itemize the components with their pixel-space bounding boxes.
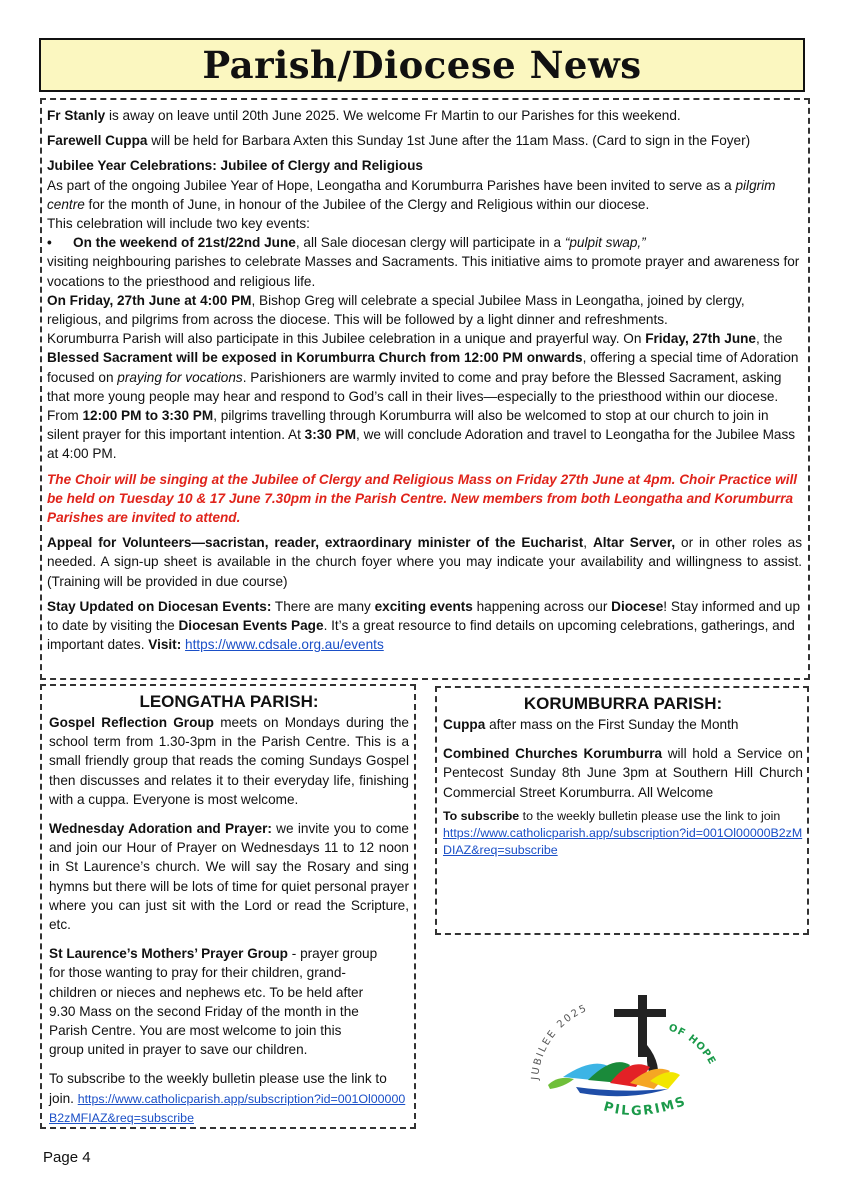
bullet-pulpit-swap: • On the weekend of 21st/22nd June, all Sale diocesan clergy will participate in a “pulpit swap,” [47,235,646,251]
choir-notice: The Choir will be singing at the Jubilee of Clergy and Religious Mass on Friday 27th June at 4pm. Choir Practice will be held on Tuesday 10 & 17 June 7.30pm in the Parish Centre. New members from both Leongatha and Korumburra Parishes are invited to attend. [47,471,798,526]
logo-side-text: OF HOPE [666,1022,718,1067]
leongatha-subscribe: To subscribe to the weekly bulletin please use the link to join. https://www.catholicparish.app/subscription?id=001Ol00000B2zMFIAZ&req=subscribe [49,1071,406,1125]
logo-pilgrims-icon [548,1062,680,1096]
leongatha-subscribe-link[interactable]: https://www.catholicparish.app/subscription?id=001Ol00000B2zMFIAZ&req=subscribe [49,1091,406,1125]
leongatha-parish-box [40,684,416,1129]
jubilee-logo [518,985,734,1127]
logo-top-text: JUBILEE 2025 [529,1002,590,1081]
cuppa-notice: Cuppa after mass on the First Sunday the Month [443,717,739,732]
diocesan-events-notice: Stay Updated on Diocesan Events: There are many exciting events happening across our Diocese! Stay informed and up to date by visiting the Diocesan Events Page. It’s a great resource to find details on upcoming celebrations, gatherings, and important dates. Visit: https://www.cdsale.org.au/events [47,598,801,653]
farewell-cuppa-notice: Farewell Cuppa will be held for Barbara Axten this Sunday 1st June after the 11am Mass. (Card to sign in the Foyer) [47,133,751,149]
korumburra-subscribe-link[interactable]: https://www.catholicparish.app/subscription?id=001Ol00000B2zMDIAZ&req=subscribe [443,826,803,858]
volunteers-appeal: Appeal for Volunteers—sacristan, reader, extraordinary minister of the Eucharist, Altar Server, or in other roles as needed. A sign-up sheet is available in the church foyer where you may indicate your availability and willingness to assist. (Training will be provided in due course) [47,535,802,589]
bullet-continuation: visiting neighbouring parishes to celebrate Masses and Sacraments. This initiative aims to promote prayer and awareness for vocations to the priesthood and religious life. [47,254,800,289]
korumburra-parish-box [435,686,809,935]
gospel-reflection-notice: Gospel Reflection Group meets on Mondays during the school term from 1.30-3pm in the Parish Centre. This is a small friendly group that reads the coming Sundays Gospel then discusses and relates it to their everyday life, finishing with a cuppa. Everyone is most welcome. [49,715,409,807]
pilgrims-notice: From 12:00 PM to 3:30 PM, pilgrims travelling through Korumburra will also be welcomed to stop at our church to join in silent prayer for this important intention. At 3:30 PM, we will conclude Adoration and travel to Leongatha for the Jubilee Mass at 4:00 PM. [47,408,796,462]
diocese-news-box [40,98,810,680]
korumburra-adoration-notice: Korumburra Parish will also participate in this Jubilee celebration in a unique and prayerful way. On Friday, 27th June, the Blessed Sacrament will be exposed in Korumburra Church from 12:00 PM onwards, offering a special time of Adoration focused on praying for vocations. Parishioners are warmly invited to come and pray before the Blessed Sacrament, asking that more young people may hear and respond to God’s call in their lives—especially to the priesthood within our diocese. [47,331,799,404]
leongatha-title: LEONGATHA PARISH: [139,692,319,711]
jubilee-two-events: This celebration will include two key events: [47,216,310,232]
mothers-prayer-notice: St Laurence’s Mothers’ Prayer Group - prayer group for those wanting to pray for their children, grand-children or nieces and nephews etc. To be held after 9.30 Mass on the second Friday of the month in the Parish Centre. You are most welcome to join this group united in prayer to save our children. [49,946,378,1058]
korumburra-subscribe: To subscribe to the weekly bulletin please use the link to join https://www.catholicparish.app/subscription?id=001Ol00000B2zMDIAZ&req=subscribe [443,808,803,858]
korumburra-title: KORUMBURRA PARISH: [523,694,723,713]
page-title: Parish/Diocese News [202,43,642,87]
jubilee-intro: As part of the ongoing Jubilee Year of Hope, Leongatha and Korumburra Parishes have been invited to serve as a pilgrim centre for the month of June, in honour of the Jubilee of the Clergy and Religious within our diocese. [47,177,776,212]
logo-bottom-text: PILGRIMS [601,1093,689,1120]
combined-churches-notice: Combined Churches Korumburra will hold a Service on Pentecost Sunday 8th June 3pm at Southern Hill Church Commercial Street Korumburra. All Welcome [443,746,803,800]
title-banner [39,38,805,92]
diocesan-events-link[interactable]: https://www.cdsale.org.au/events [185,637,384,653]
page-number: Page 4 [43,1149,91,1166]
friday-mass-notice: On Friday, 27th June at 4:00 PM, Bishop Greg will celebrate a special Jubilee Mass in Leongatha, joined by clergy, religious, and pilgrims from across the diocese. This will be followed by a light dinner and refreshments. [47,292,745,328]
fr-stanly-notice: Fr Stanly is away on leave until 20th June 2025. We welcome Fr Martin to our Parishes for this weekend. [47,108,681,123]
wednesday-adoration-notice: Wednesday Adoration and Prayer: we invite you to come and join our Hour of Prayer on Wednesdays 11 to 12 noon in St Laurence’s church. We will say the Rosary and sing hymns but there will be lots of time for quiet personal prayer where you can just sit with the Lord or read the Scripture, etc. [49,821,409,933]
jubilee-heading: Jubilee Year Celebrations: Jubilee of Clergy and Religious [47,158,423,174]
